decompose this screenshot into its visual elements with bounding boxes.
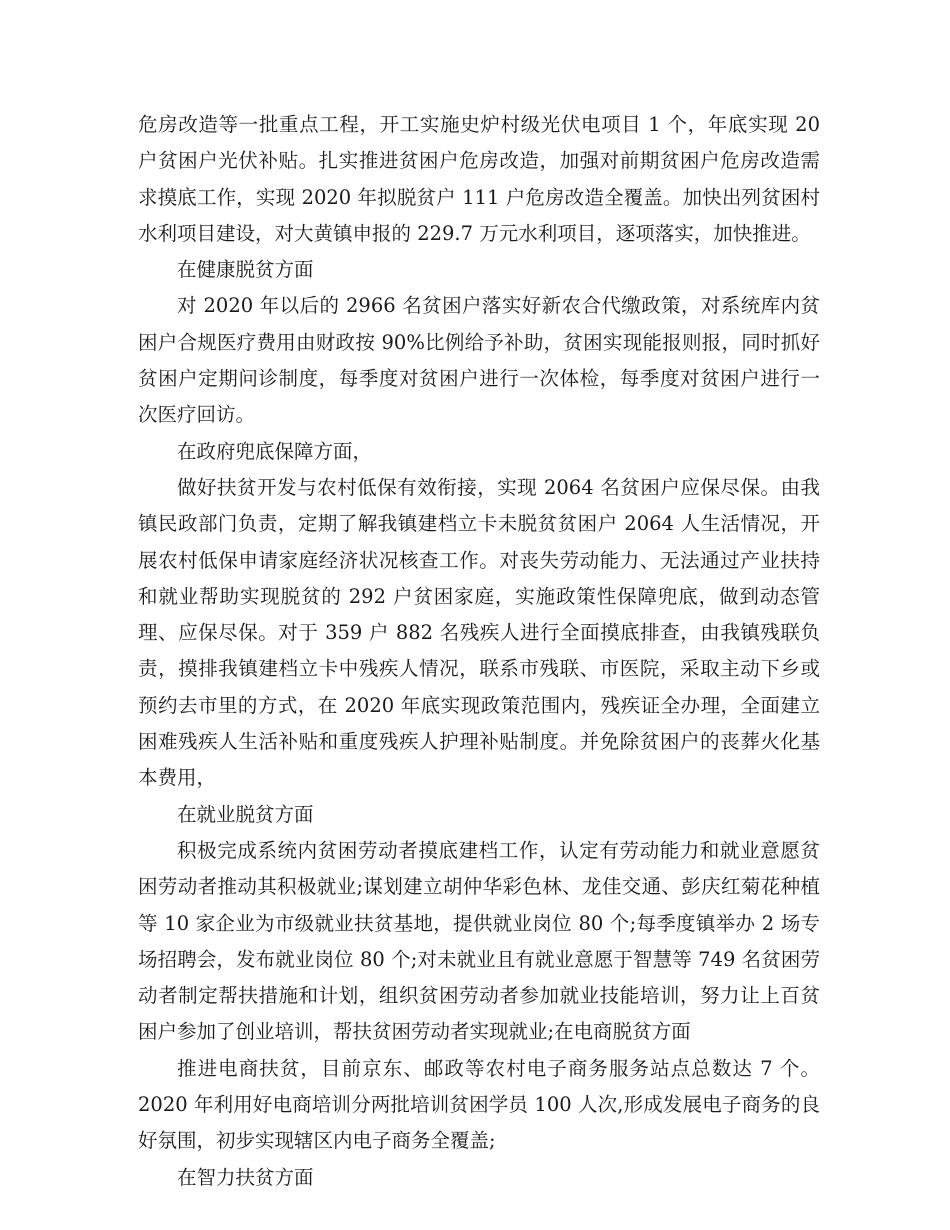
paragraph-government-guarantee: 做好扶贫开发与农村低保有效衔接，实现 2064 名贫困户应保尽保。由我镇民政部门负责，定期了解我镇建档立卡未脱贫贫困户 2064 人生活情况，开展农村低保申请家庭经济状况核查工作。对丧失劳动能力、无法通过产业扶持和就业帮助实现脱贫的 292 户贫困家庭，实施政策性保障兜底，做到动态管理、应保尽保。对于 359 户 882 名残疾人进行全面摸底排查，由我镇残联负责，摸排我镇建档立卡中残疾人情况，联系市残联、市医院，采取主动下乡或预约去市里的方式，在 2020 年底实现政策范围内，残疾证全办理，全面建立困难残疾人生活补贴和重度残疾人护理补贴制度。并免除贫困户的丧葬火化基本费用， [138, 475, 820, 790]
paragraph-ecommerce-poverty: 推进电商扶贫，目前京东、邮政等农村电子商务服务站点总数达 7 个。2020 年利用好电商培训分两批培训贫困学员 100 人次,形成发展电子商务的良好氛围，初步实现辖区内电子商务全覆盖; [138, 1056, 820, 1153]
heading-intellectual-poverty: 在智力扶贫方面 [177, 1165, 314, 1189]
document-body [138, 107, 820, 1196]
heading-health-poverty: 在健康脱贫方面 [177, 258, 314, 282]
paragraph-employment-poverty: 积极完成系统内贫困劳动者摸底建档工作，认定有劳动能力和就业意愿贫困劳动者推动其积极就业;谋划建立胡仲华彩色林、龙佳交通、彭庆红菊花种植等 10 家企业为市级就业扶贫基地，提供就业岗位 80 个;每季度镇举办 2 场专场招聘会，发布就业岗位 80 个;对未就业且有就业意愿于智慧等 749 名贫困劳动者制定帮扶措施和计划，组织贫困劳动者参加就业技能培训，努力让上百贫困户参加了创业培训，帮扶贫困劳动者实现就业;在电商脱贫方面 [138, 838, 820, 1044]
heading-government-guarantee: 在政府兜底保障方面， [177, 439, 373, 463]
paragraph-housing-projects: 危房改造等一批重点工程，开工实施史炉村级光伏电项目 1 个，年底实现 20 户贫困户光伏补贴。扎实推进贫困户危房改造，加强对前期贫困户危房改造需求摸底工作，实现 2020 年拟脱贫户 111 户危房改造全覆盖。加快出列贫困村水利项目建设，对大黄镇申报的 229.7 万元水利项目，逐项落实，加快推进。 [138, 113, 820, 245]
heading-employment-poverty: 在就业脱贫方面 [177, 802, 314, 826]
paragraph-health-poverty: 对 2020 年以后的 2966 名贫困户落实好新农合代缴政策，对系统库内贫困户合规医疗费用由财政按 90%比例给予补助，贫困实现能报则报，同时抓好贫困户定期问诊制度，每季度对贫困户进行一次体检，每季度对贫困户进行一次医疗回访。 [138, 294, 820, 427]
